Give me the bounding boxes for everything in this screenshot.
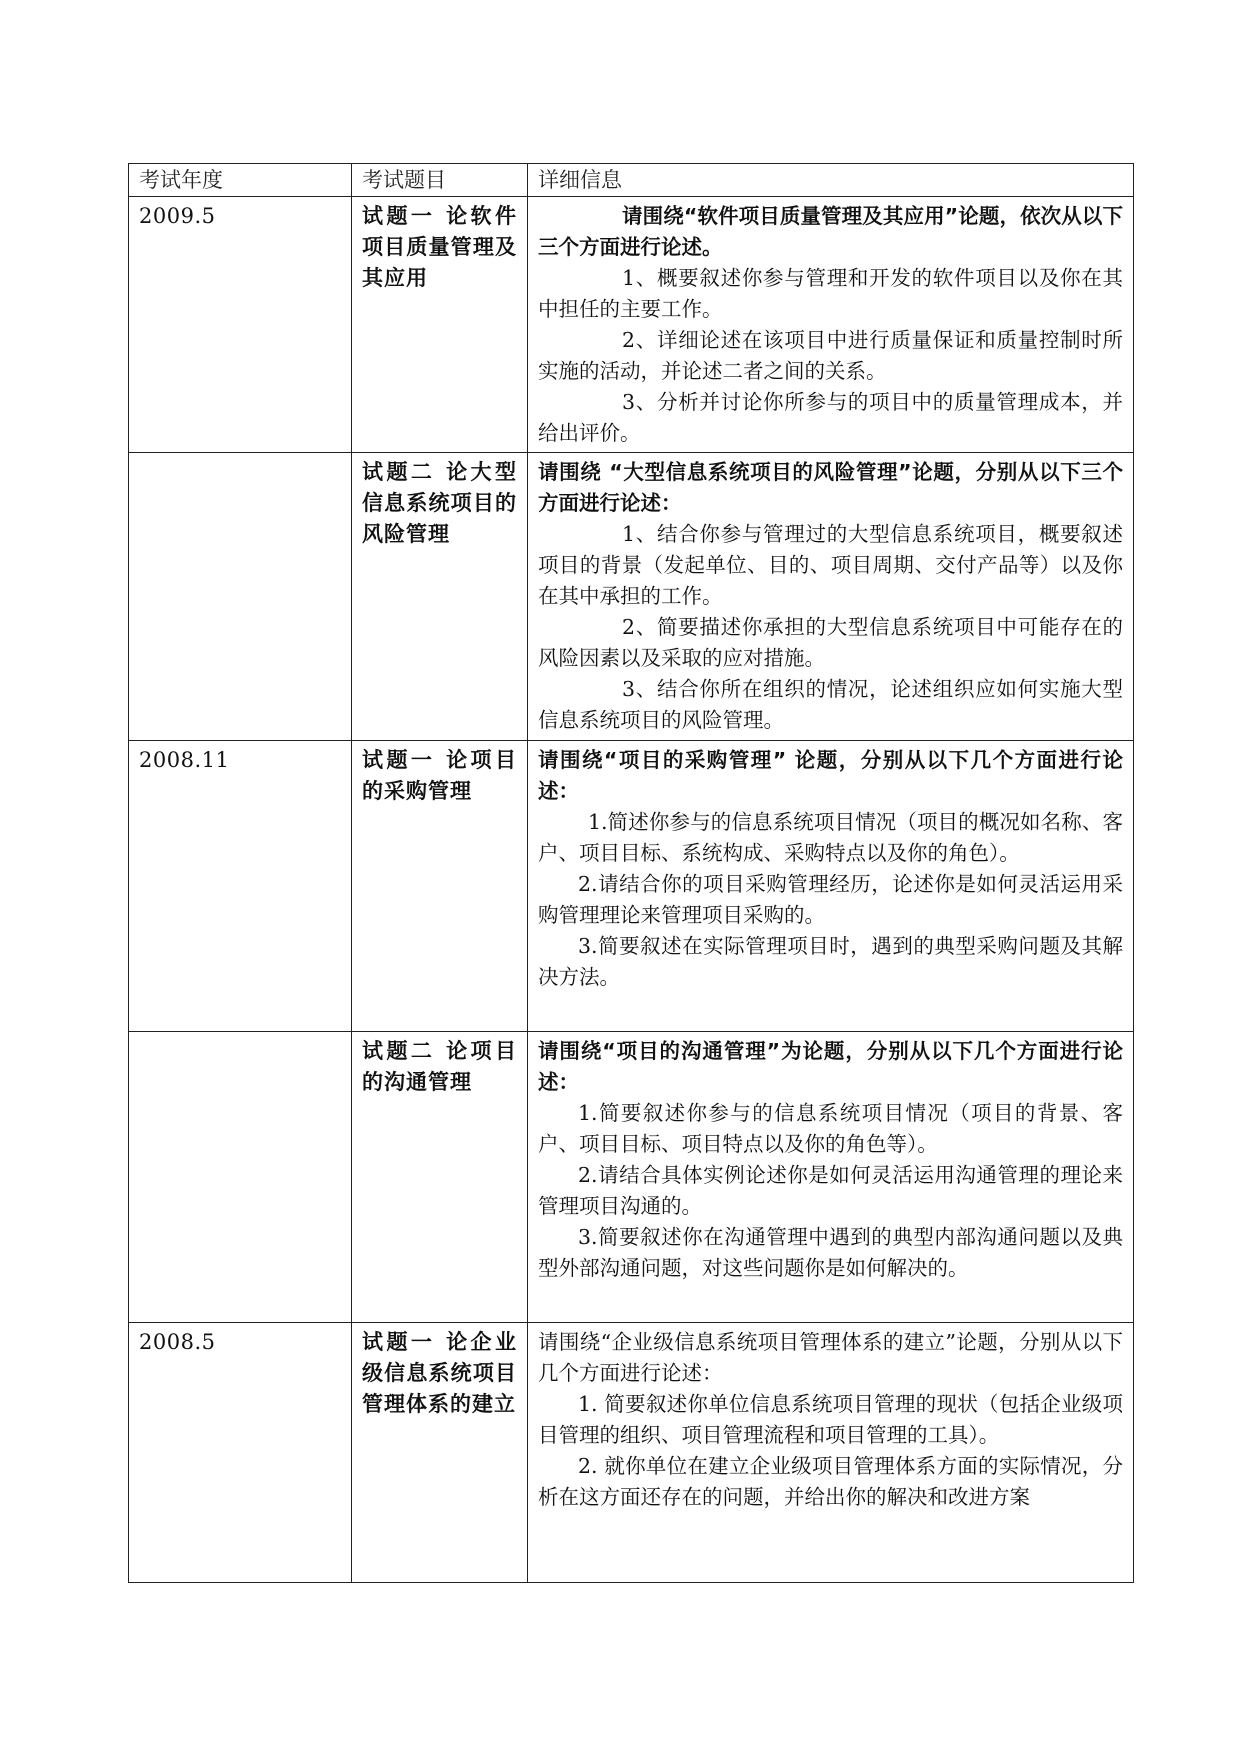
detail-point: 3、结合你所在组织的情况，论述组织应如何实施大型信息系统项目的风险管理。 xyxy=(538,677,1123,732)
detail-point: 1、概要叙述你参与管理和开发的软件项目以及你在其中担任的主要工作。 xyxy=(538,266,1123,321)
detail-point: 3.简要叙述你在沟通管理中遇到的典型内部沟通问题以及典型外部沟通问题，对这些问题你是如何解决的。 xyxy=(538,1225,1123,1280)
detail-cell xyxy=(528,1032,1134,1323)
exam-year-cell xyxy=(129,453,352,741)
table-header-row xyxy=(129,164,1134,197)
table-row xyxy=(129,1323,1134,1583)
detail-point: 2. 就你单位在建立企业级项目管理体系方面的实际情况，分析在这方面还存在的问题，并给出你的解决和改进方案 xyxy=(538,1454,1123,1509)
exam-year-cell: 2009.5 xyxy=(129,197,352,453)
detail-cell xyxy=(528,741,1134,1032)
table-row xyxy=(129,741,1134,1032)
exam-year-cell: 2008.5 xyxy=(129,1323,352,1583)
table-row xyxy=(129,197,1134,453)
table-row xyxy=(129,453,1134,741)
detail-point: 1.简述你参与的信息系统项目情况（项目的概况如名称、客户、项目目标、系统构成、采购特点以及你的角色）。 xyxy=(538,810,1123,865)
exam-year-cell xyxy=(129,1032,352,1323)
exam-topic-cell: 试题一 论项目的采购管理 xyxy=(352,741,528,1032)
detail-intro: 请围绕“项目的沟通管理”为论题，分别从以下几个方面进行论述： xyxy=(538,1039,1123,1094)
exam-topic-cell: 试题二 论项目的沟通管理 xyxy=(352,1032,528,1323)
exam-year-cell: 2008.11 xyxy=(129,741,352,1032)
detail-point: 3.简要叙述在实际管理项目时，遇到的典型采购问题及其解决方法。 xyxy=(538,934,1123,989)
detail-point: 1.简要叙述你参与的信息系统项目情况（项目的背景、客户、项目目标、项目特点以及你的角色等）。 xyxy=(538,1101,1123,1156)
detail-intro: 请围绕“企业级信息系统项目管理体系的建立”论题，分别从以下几个方面进行论述： xyxy=(538,1330,1123,1385)
exam-topic-cell: 试题二 论大型信息系统项目的风险管理 xyxy=(352,453,528,741)
detail-cell xyxy=(528,453,1134,741)
header-detail-info: 详细信息 xyxy=(528,164,1134,197)
detail-cell xyxy=(528,1323,1134,1583)
header-exam-year: 考试年度 xyxy=(129,164,352,197)
table-row xyxy=(129,1032,1134,1323)
detail-intro: 请围绕“软件项目质量管理及其应用”论题，依次从以下三个方面进行论述。 xyxy=(538,204,1123,259)
detail-intro: 请围绕“项目的采购管理” 论题，分别从以下几个方面进行论述： xyxy=(538,748,1123,803)
detail-point: 2.请结合你的项目采购管理经历，论述你是如何灵活运用采购管理理论来管理项目采购的。 xyxy=(538,872,1123,927)
header-exam-topic: 考试题目 xyxy=(352,164,528,197)
detail-cell xyxy=(528,197,1134,453)
detail-point: 2.请结合具体实例论述你是如何灵活运用沟通管理的理论来管理项目沟通的。 xyxy=(538,1163,1123,1218)
exam-topics-table xyxy=(128,163,1134,1583)
detail-point: 2、详细论述在该项目中进行质量保证和质量控制时所实施的活动，并论述二者之间的关系。 xyxy=(538,328,1123,383)
exam-topic-cell: 试题一 论软件项目质量管理及其应用 xyxy=(352,197,528,453)
detail-point: 3、分析并讨论你所参与的项目中的质量管理成本，并给出评价。 xyxy=(538,390,1123,445)
detail-point: 1. 简要叙述你单位信息系统项目管理的现状（包括企业级项目管理的组织、项目管理流程和项目管理的工具）。 xyxy=(538,1392,1123,1447)
exam-topic-cell: 试题一 论企业级信息系统项目管理体系的建立 xyxy=(352,1323,528,1583)
detail-point: 1、结合你参与管理过的大型信息系统项目，概要叙述项目的背景（发起单位、目的、项目周期、交付产品等）以及你在其中承担的工作。 xyxy=(538,522,1123,608)
detail-intro: 请围绕 “大型信息系统项目的风险管理”论题，分别从以下三个方面进行论述： xyxy=(538,460,1123,515)
detail-point: 2、简要描述你承担的大型信息系统项目中可能存在的风险因素以及采取的应对措施。 xyxy=(538,615,1123,670)
